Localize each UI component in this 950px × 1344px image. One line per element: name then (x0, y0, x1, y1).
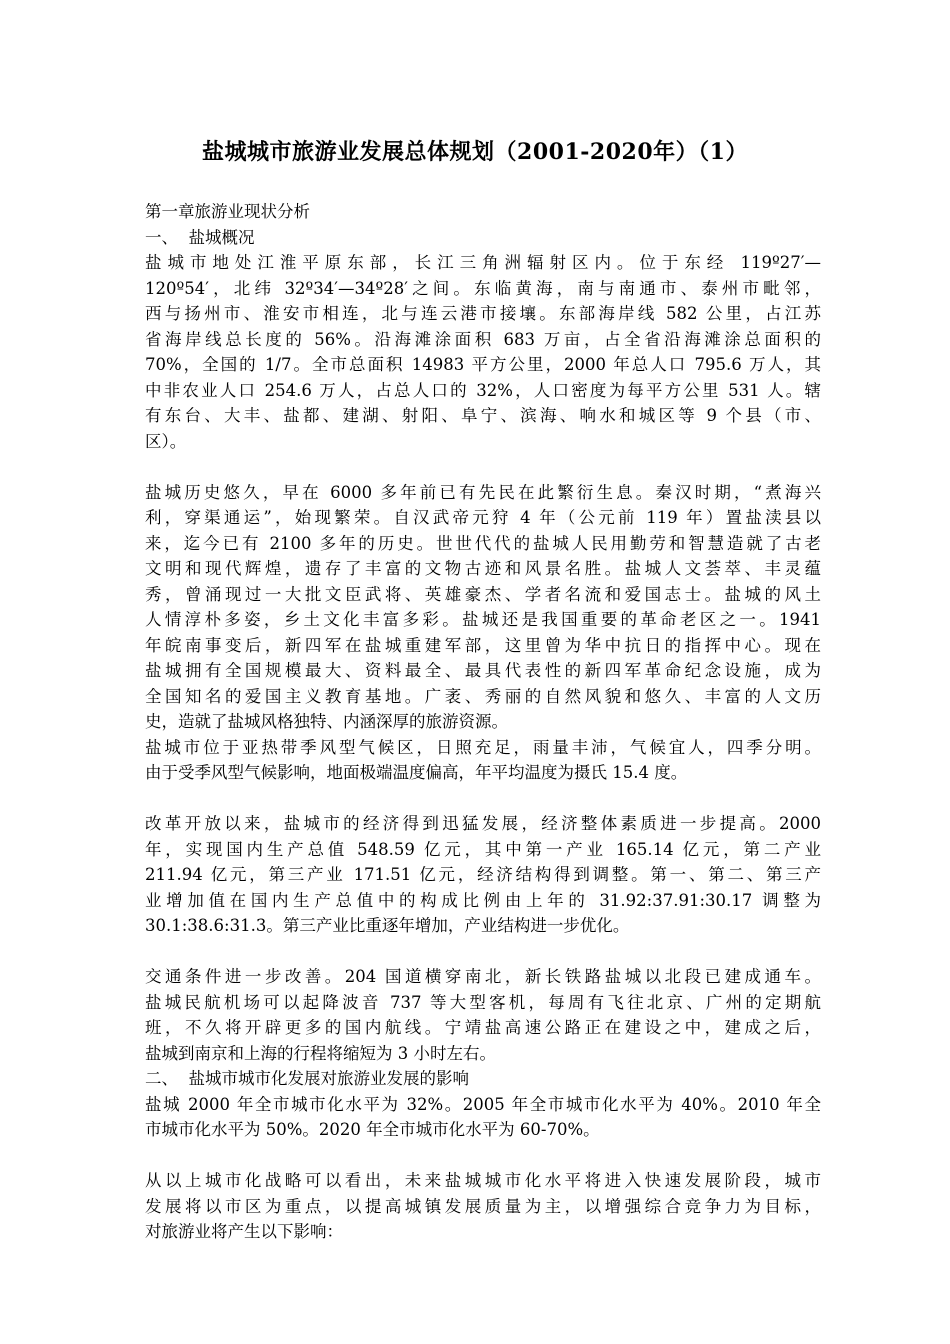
body-line: 盐城市位于亚热带季风型气候区，日照充足，雨量丰沛，气候宜人，四季分明。 (145, 737, 821, 757)
body-line: 从以上城市化战略可以看出，未来盐城城市化水平将进入快速发展阶段，城市 (145, 1171, 821, 1190)
body-line: 120º54′，北纬 32º34′—34º28′之间。东临黄海，南与南通市、泰州市毗邻， (145, 278, 821, 298)
body-line: 文明和现代辉煌，遗存了丰富的文物古迹和风景名胜。盐城人文荟萃、丰灵蕴 (145, 559, 821, 578)
body-line: 区）。 (145, 431, 187, 451)
body-line: 211.94 亿元，第三产业 171.51 亿元，经济结构得到调整。第一、第二、第三产 (145, 865, 821, 884)
document-title: 盐城城市旅游业发展总体规划（2001-2020年）（1） (202, 139, 748, 165)
body-line: 由于受季风型气候影响，地面极端温度偏高，年平均温度为摄氏 15.4 度。 (145, 763, 688, 782)
blank-line (145, 454, 821, 480)
body-line: 70%，全国的 1/7。全市总面积 14983 平方公里，2000 年总人口 795.6 万人，其 (145, 355, 821, 374)
body-line: 人情淳朴多姿，乡土文化丰富多彩。盐城还是我国重要的革命老区之一。1941 (145, 610, 821, 629)
body-line: 史，造就了盐城风格独特、内涵深厚的旅游资源。 (145, 712, 508, 731)
body-line: 30.1:38.6:31.3。第三产业比重逐年增加，产业结构进一步优化。 (145, 916, 630, 935)
body-line: 二、 盐城市城市化发展对旅游业发展的影响 (145, 1069, 469, 1088)
body-line: 市城市化水平为 50%。2020 年全市城市化水平为 60-70%。 (145, 1120, 600, 1139)
body-line: 盐城拥有全国规模最大、资料最全、最具代表性的新四军革命纪念设施，成为 (145, 661, 821, 680)
body-line: 西与扬州市、淮安市相连，北与连云港市接壤。东部海岸线 582 公里，占江苏 (145, 304, 821, 323)
body-line: 年，实现国内生产总值 548.59 亿元，其中第一产业 165.14 亿元，第二产业 (145, 839, 821, 859)
body-line: 秀，曾涌现过一大批文臣武将、英雄豪杰、学者名流和爱国志士。盐城的风土 (145, 584, 821, 604)
body-line: 业增加值在国内生产总值中的构成比例由上年的 31.92:37.91:30.17 调整为 (145, 890, 821, 910)
blank-line (145, 1143, 821, 1169)
body-line: 一、 盐城概况 (145, 227, 255, 247)
blank-line (145, 786, 821, 812)
body-line: 盐城市地处江淮平原东部，长江三角洲辐射区内。位于东经 119º27′— (145, 253, 821, 272)
body-line: 盐城 2000 年全市城市化水平为 32%。2005 年全市城市化水平为 40%。2010 年全 (145, 1094, 821, 1114)
body-line: 发展将以市区为重点，以提高城镇发展质量为主，以增强综合竞争力为目标， (145, 1196, 821, 1216)
body-line: 年皖南事变后，新四军在盐城重建军部，这里曾为华中抗日的指挥中心。现在 (145, 635, 821, 655)
body-line: 盐城民航机场可以起降波音 737 等大型客机，每周有飞往北京、广州的定期航 (145, 992, 821, 1012)
body-line: 中非农业人口 254.6 万人，占总人口的 32%，人口密度为每平方公里 531 人。辖 (145, 380, 821, 400)
body-line: 对旅游业将产生以下影响： (145, 1222, 343, 1241)
body-line: 盐城到南京和上海的行程将缩短为 3 小时左右。 (145, 1043, 496, 1063)
body-line: 改革开放以来，盐城市的经济得到迅猛发展，经济整体素质进一步提高。2000 (145, 814, 821, 833)
body-line: 来，迄今已有 2100 多年的历史。世世代代的盐城人民用勤劳和智慧造就了古老 (145, 533, 821, 553)
body-line: 第一章旅游业现状分析 (145, 202, 310, 221)
body-line: 省海岸线总长度的 56%。沿海滩涂面积 683 万亩，占全省沿海滩涂总面积的 (145, 329, 821, 349)
body-line: 班，不久将开辟更多的国内航线。宁靖盐高速公路正在建设之中，建成之后， (145, 1018, 821, 1037)
body-line: 有东台、大丰、盐都、建湖、射阳、阜宁、滨海、响水和城区等 9 个县（市、 (145, 406, 821, 425)
document-body (145, 199, 821, 1245)
body-line: 交通条件进一步改善。204 国道横穿南北，新长铁路盐城以北段已建成通车。 (145, 967, 821, 986)
body-line: 盐城历史悠久，早在 6000 多年前已有先民在此繁衍生息。秦汉时期，“煮海兴 (145, 482, 821, 502)
body-line: 利，穿渠通运”，始现繁荣。自汉武帝元狩 4 年（公元前 119 年）置盐渎县以 (145, 508, 821, 527)
blank-line (145, 939, 821, 965)
body-line: 全国知名的爱国主义教育基地。广袤、秀丽的自然风貌和悠久、丰富的人文历 (145, 686, 821, 706)
